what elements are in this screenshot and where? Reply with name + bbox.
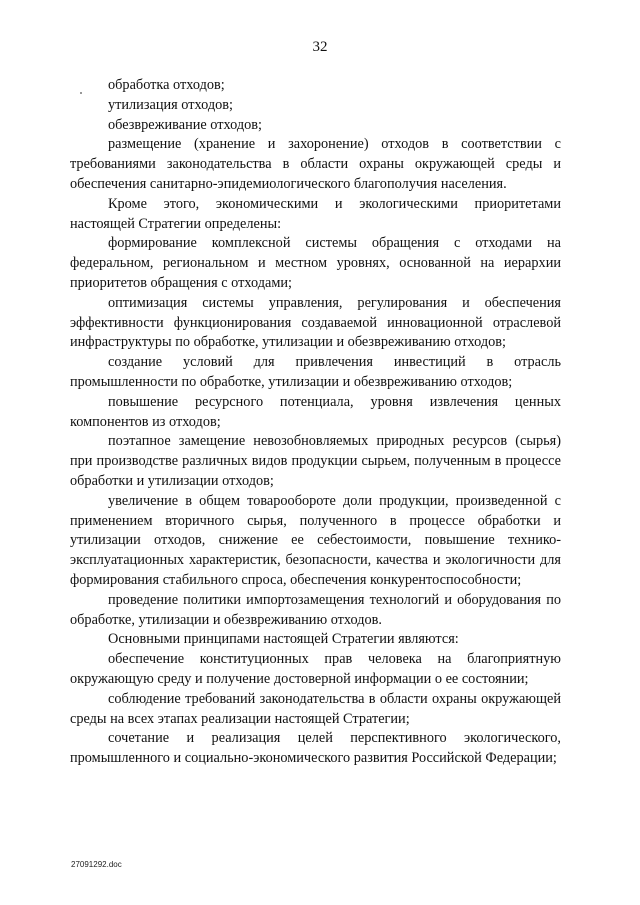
list-item: проведение политики импортозамещения технологий и оборудования по обработке, утилизации и обезвреживанию отходов. bbox=[70, 591, 561, 628]
list-item: соблюдение требований законодательства в области охраны окружающей среды на всех этапах реализации настоящей Стратегии; bbox=[70, 690, 561, 727]
list-item: обезвреживание отходов; bbox=[108, 116, 262, 133]
list-item: формирование комплексной системы обращения с отходами на федеральном, региональном и местном уровнях, основанной на иерархии приоритетов обращения с отходами; bbox=[70, 235, 561, 291]
body-paragraph: Кроме этого, экономическими и экологическими приоритетами настоящей Стратегии определены: bbox=[70, 195, 561, 232]
list-item: сочетание и реализация целей перспективного экологического, промышленного и социально-экономического развития Российской Федерации; bbox=[70, 730, 561, 767]
document-filename: 27091292.doc bbox=[71, 860, 122, 869]
list-item: повышение ресурсного потенциала, уровня извлечения ценных компонентов из отходов; bbox=[70, 393, 561, 430]
list-item: оптимизация системы управления, регулирования и обеспечения эффективности функционирования создаваемой инновационной отраслевой инфраструктуры по обработке, утилизации и обезвреживанию отходов; bbox=[70, 294, 561, 351]
page-number: 32 bbox=[312, 39, 328, 55]
body-paragraph: Основными принципами настоящей Стратегии являются: bbox=[108, 631, 459, 648]
list-item: поэтапное замещение невозобновляемых природных ресурсов (сырья) при производстве различных видов продукции сырьем, полученным в процессе обработки и утилизации отходов; bbox=[70, 433, 561, 489]
list-item: увеличение в общем товарообороте доли продукции, произведенной с применением вторичного сырья, полученного в процессе обработки и утилизации отходов, снижение ее себестоимости, повышение технико-эксплуатационных характеристик, безопасности, качества и экологичности для формирования стабильного спроса, обеспечения конкурентоспособности; bbox=[70, 492, 561, 588]
document-body bbox=[70, 76, 561, 769]
list-item: создание условий для привлечения инвестиций в отрасль промышленности по обработке, утилизации и обезвреживанию отходов; bbox=[70, 354, 561, 390]
list-item: размещение (хранение и захоронение) отходов в соответствии с требованиями законодательства в области охраны окружающей среды и обеспечения санитарно-эпидемиологического благополучия населения. bbox=[70, 136, 561, 192]
list-item: утилизация отходов; bbox=[108, 96, 233, 113]
list-item: обработка отходов; bbox=[108, 77, 225, 93]
list-item: обеспечение конституционных прав человека на благоприятную окружающую среду и получение достоверной информации о ее состоянии; bbox=[70, 651, 561, 687]
